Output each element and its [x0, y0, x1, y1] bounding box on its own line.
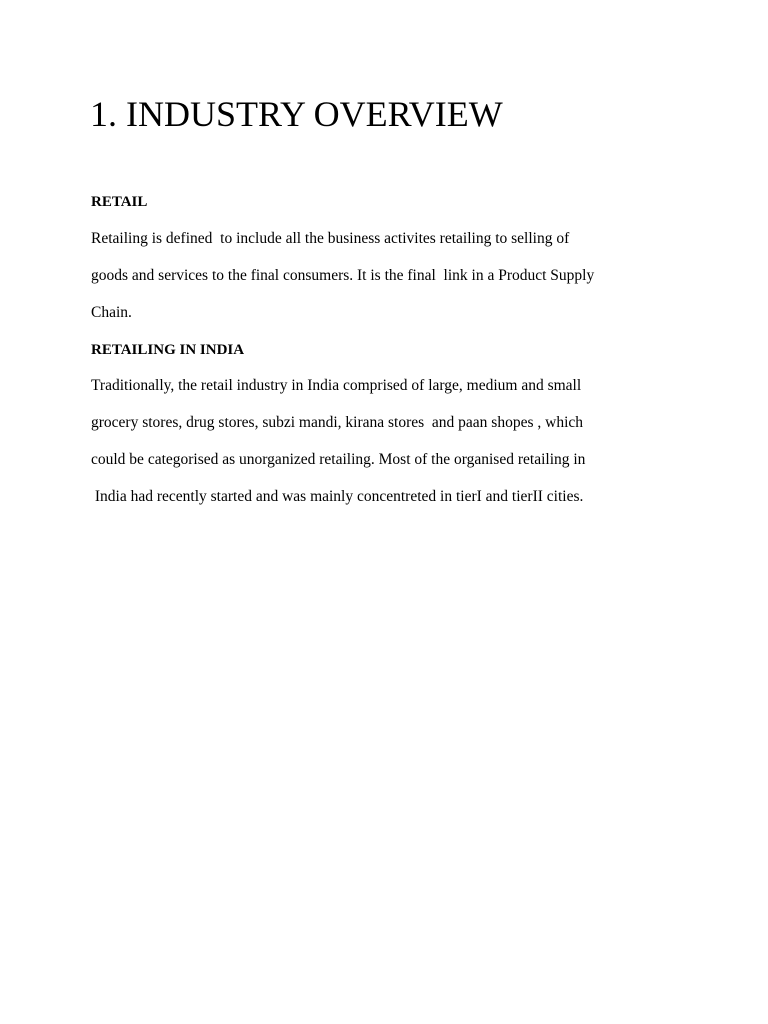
paragraph-line: could be categorised as unorganized retailing. Most of the organised retailing in	[91, 451, 586, 468]
section-heading-retail: RETAIL	[91, 194, 148, 210]
paragraph-line: India had recently started and was mainly concentreted in tierI and tierII cities.	[91, 488, 584, 505]
paragraph-line: Retailing is defined to include all the business activites retailing to selling of	[91, 230, 570, 247]
paragraph-line: Chain.	[91, 304, 132, 321]
page-title: 1. INDUSTRY OVERVIEW	[90, 94, 503, 134]
paragraph-line: goods and services to the final consumers. It is the final link in a Product Supply	[91, 267, 595, 284]
section-heading-retailing-in-india: RETAILING IN INDIA	[91, 342, 245, 358]
paragraph-line: Traditionally, the retail industry in India comprised of large, medium and small	[91, 377, 582, 394]
paragraph-line: grocery stores, drug stores, subzi mandi, kirana stores and paan shopes , which	[91, 414, 584, 431]
